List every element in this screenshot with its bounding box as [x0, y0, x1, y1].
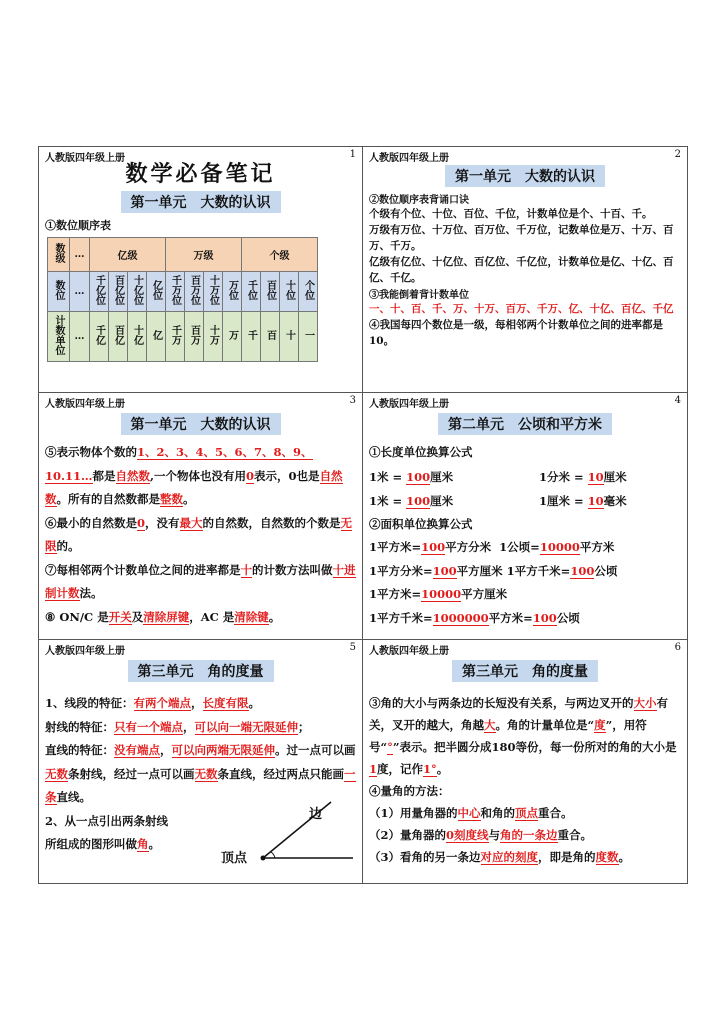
answer: 清除键 — [234, 609, 269, 624]
text: 1平方分米= — [369, 563, 433, 578]
note-card-1 — [39, 147, 363, 393]
answer: 无数 — [194, 766, 218, 781]
row-head: 数级 — [53, 243, 64, 263]
table-cell: 亿 — [150, 330, 162, 340]
row-head: 计数单位 — [53, 315, 64, 355]
mnemonic-line: 亿级有亿位、十亿位、百亿位、千亿位，计数单位是亿、十亿、百亿、千亿。 — [369, 256, 674, 284]
note-card-4 — [363, 393, 687, 640]
table-cell: 千万 — [169, 325, 181, 345]
note-card-6 — [363, 640, 687, 883]
book-title: 人教版四年级上册 — [45, 646, 125, 657]
answer: 0 — [246, 468, 255, 483]
card-header — [39, 640, 362, 657]
table-row — [48, 238, 318, 272]
text: ⑤表示物体个数的 — [45, 445, 137, 459]
text: 公顷 — [556, 610, 580, 625]
length-row — [363, 465, 687, 489]
page-number: 6 — [674, 642, 681, 653]
page-number: 2 — [674, 149, 681, 160]
area-row — [363, 607, 687, 631]
answer: 角的一条边 — [500, 828, 558, 842]
page-number: 1 — [349, 149, 356, 160]
answer: 0刻度线 — [446, 828, 489, 842]
unit-title: 第一单元 大数的认识 — [121, 413, 281, 435]
method-step-3 — [363, 846, 687, 868]
answer: 十进制计数 — [45, 562, 356, 600]
table-cell: 十位 — [283, 280, 295, 300]
text: ③角的大小与两条边的长短没有关系，与两边叉开的 — [369, 696, 634, 710]
table-cell: 千亿 — [93, 325, 105, 345]
note-card-5 — [39, 640, 363, 883]
answer: 一条 — [45, 766, 356, 804]
area-row — [363, 560, 687, 584]
text: 1、线段的特征： — [45, 696, 134, 710]
text: 度，记作 — [377, 762, 424, 776]
text: 。过一点可以画 — [275, 743, 356, 757]
answer: 整数 — [160, 492, 183, 506]
table-cell: 百位 — [264, 280, 276, 300]
text: 公顷 — [594, 563, 618, 578]
answer: 1 — [369, 762, 378, 776]
table-cell: 百万 — [188, 325, 200, 345]
card-header — [363, 640, 687, 657]
angle-arc — [271, 852, 275, 858]
section-title: ①长度单位换算公式 — [369, 445, 473, 459]
text: 。角的计量单位是“ — [495, 718, 595, 732]
answer: 开关 — [108, 609, 132, 624]
text: 1平方千米= — [506, 563, 571, 578]
text: 。 — [248, 696, 261, 710]
paragraph-6 — [39, 512, 362, 559]
text: 平方厘米 — [461, 587, 508, 601]
table-cell: 亿级 — [90, 238, 166, 272]
vertex-dot — [261, 856, 266, 861]
text: ,一个物体也没有用 — [150, 468, 247, 483]
notes-sheet — [38, 146, 688, 884]
table-cell: 百 — [264, 330, 276, 340]
text: 射线的特征： — [45, 719, 114, 734]
card-header — [363, 393, 687, 410]
table-cell: 百万位 — [188, 275, 200, 305]
text: ”，用符号“ — [369, 718, 647, 754]
segment-feature — [39, 692, 362, 716]
answer: 自然数 — [115, 468, 151, 483]
table-cell: 一 — [302, 330, 314, 340]
table-cell: 千位 — [245, 280, 257, 300]
answer: 100 — [570, 563, 595, 578]
answer: 最大 — [179, 515, 203, 530]
table-cell: 十万 — [207, 325, 219, 345]
answer: 100 — [406, 469, 431, 484]
back-recite-line: 一、十、百、千、万、十万、百万、千万、亿、十亿、百亿、千亿 — [369, 303, 674, 315]
paragraph-3 — [363, 692, 687, 780]
text: ，没有 — [145, 515, 180, 530]
table-cell: 万 — [226, 330, 238, 340]
answer: 无数 — [45, 766, 68, 781]
section-title: ②面积单位换算公式 — [369, 516, 473, 531]
unit-title: 第一单元 大数的认识 — [445, 165, 605, 187]
text: 和角的 — [480, 806, 516, 820]
text: ， — [160, 743, 172, 757]
note-card-3 — [39, 393, 363, 640]
answer: 100 — [432, 563, 457, 578]
unit-title: 第一单元 大数的认识 — [121, 191, 281, 213]
section-title: ②数位顺序表背诵口诀 — [369, 195, 469, 206]
answer: 10000 — [539, 540, 580, 554]
method-step-2 — [363, 824, 687, 846]
text: 厘米 — [430, 469, 454, 484]
rate-line: ④我国每四个数位是一级，每相邻两个计数单位之间的进率都是10。 — [369, 319, 663, 347]
table-cell: 十亿位 — [131, 275, 143, 305]
card-header — [363, 147, 687, 164]
table-cell: 千亿位 — [93, 275, 105, 305]
text: 直线。 — [56, 790, 91, 804]
answer: 角 — [137, 837, 149, 851]
answer: 1000000 — [432, 610, 489, 625]
text: 1厘米 = — [539, 493, 588, 508]
table-cell: 十万位 — [207, 275, 219, 305]
book-title: 人教版四年级上册 — [369, 153, 449, 164]
text: 平方厘米 — [456, 563, 503, 578]
text: 平方米= — [488, 610, 533, 625]
text: 法。 — [79, 586, 103, 600]
text: （3）看角的另一条边 — [369, 850, 481, 864]
text: ⑧ ON/C 是 — [45, 609, 109, 624]
text: 。 — [436, 762, 449, 776]
answer: 中心 — [457, 806, 481, 820]
answer: 度 — [594, 718, 606, 732]
text: 1平方米= — [369, 540, 422, 554]
answer: 10000 — [421, 587, 462, 601]
text: ， — [183, 719, 195, 734]
angle-definition: 2、从一点引出两条射线 — [45, 813, 169, 828]
text: 与 — [488, 828, 501, 842]
text: 。 — [268, 609, 281, 624]
answer: 可以向两端无限延伸 — [171, 743, 275, 757]
text: 的自然数，自然数的个数是 — [202, 515, 341, 530]
text: 所组成的图形叫做 — [45, 837, 137, 851]
text: 。 — [183, 492, 195, 506]
answer: 0 — [137, 515, 146, 530]
text: 1米 = — [369, 493, 407, 508]
place-value-table — [47, 237, 318, 362]
answer: 度数 — [595, 850, 619, 864]
text: 条射线，经过一点可以画 — [68, 766, 195, 781]
answer: 100 — [532, 610, 557, 625]
table-cell: 个级 — [242, 238, 318, 272]
text: 1平方米= — [369, 587, 422, 601]
text: ”表示。把半圆分成180等份，每一份所对的角的大小是 — [392, 740, 677, 754]
text: 平方分米 — [445, 540, 492, 554]
text: 条直线，经过两点只能画 — [217, 766, 344, 781]
text: 及 — [131, 609, 144, 624]
edge-label: 边 — [309, 807, 323, 822]
table-cell: … — [70, 238, 90, 272]
text: （1）用量角器的 — [369, 806, 458, 820]
table-cell: … — [70, 272, 90, 312]
text: 1米 = — [369, 469, 407, 484]
text: ，即是角的 — [538, 850, 596, 864]
answer: 顶点 — [515, 806, 539, 820]
table-cell: 百亿位 — [112, 275, 124, 305]
area-row — [363, 536, 687, 560]
text: 厘米 — [430, 493, 454, 508]
text: ； — [298, 719, 310, 734]
table-cell: 百亿 — [112, 325, 124, 345]
text: 毫米 — [603, 493, 627, 508]
text: 平方米 — [579, 540, 615, 554]
main-title: 数学必备笔记 — [125, 161, 276, 187]
text: 直线的特征： — [45, 743, 114, 757]
method-step-1 — [363, 802, 687, 824]
text: 1公顷= — [499, 540, 540, 554]
card-header — [39, 393, 362, 410]
vertex-label: 顶点 — [221, 851, 248, 866]
text: 厘米 — [603, 469, 627, 484]
answer: 有两个端点 — [133, 696, 192, 710]
answer: 100 — [406, 493, 431, 508]
answer: 长度有限 — [202, 696, 249, 710]
section-title: ④量角的方法： — [369, 784, 450, 798]
unit-title: 第三单元 角的度量 — [452, 660, 598, 682]
answer: ° — [387, 740, 393, 754]
answer: 1° — [423, 762, 437, 776]
table-row — [48, 272, 318, 312]
table-cell: 个位 — [302, 280, 314, 300]
text: 。所有的自然数都是 — [56, 492, 160, 506]
table-cell: 千万位 — [169, 275, 181, 305]
text: ，AC 是 — [189, 609, 235, 624]
table-cell: 万级 — [166, 238, 242, 272]
text: 重合。 — [538, 806, 573, 820]
paragraph-8 — [39, 606, 362, 630]
text: 。 — [148, 837, 160, 851]
mnemonic-line: 万级有万位、十万位、百万位、千万位，记数单位是万、十万、百万、千万。 — [369, 224, 674, 252]
section-title: ③我能倒着背计数单位 — [369, 290, 469, 301]
note-card-2 — [363, 147, 687, 393]
answer: 清除屏键 — [143, 609, 190, 624]
answer: 没有端点 — [114, 743, 160, 757]
unit-title: 第三单元 角的度量 — [128, 660, 274, 682]
answer: 10 — [587, 493, 604, 508]
row-head: 数位 — [53, 280, 64, 300]
table-cell: 十 — [283, 330, 295, 340]
text: 的计数方法叫做 — [252, 562, 333, 577]
table-row — [48, 312, 318, 362]
text: 1平方千米= — [369, 610, 433, 625]
book-title: 人教版四年级上册 — [45, 153, 125, 164]
unit-title: 第二单元 公顷和平方米 — [438, 413, 612, 435]
text: ⑥最小的自然数是 — [45, 515, 137, 530]
table-cell: … — [70, 312, 90, 362]
text: 都是 — [92, 468, 116, 483]
text: 的。 — [56, 539, 80, 553]
text: ⑦每相邻两个计数单位之间的进率都是 — [45, 562, 241, 577]
text: 。 — [618, 850, 631, 864]
mnemonic-line: 个级有个位、十位、百位、千位，计数单位是个、十百、千。 — [369, 208, 653, 220]
answer: 可以向一端无限延伸 — [194, 719, 298, 734]
answer: 对应的刻度 — [480, 850, 539, 864]
card-header — [39, 147, 362, 164]
table-cell: 亿位 — [150, 280, 162, 300]
text: 表示，0也是 — [254, 468, 320, 483]
text: 重合。 — [557, 828, 593, 842]
answer: 大 — [484, 718, 496, 732]
ray-feature — [39, 716, 362, 740]
book-title: 人教版四年级上册 — [45, 399, 125, 410]
page-number: 5 — [349, 642, 356, 653]
answer: 只有一个端点 — [114, 719, 183, 734]
length-row — [363, 489, 687, 513]
answer: 100 — [421, 540, 446, 554]
answer: 1、2、3、4、5、6、7、8、9、10.11… — [45, 445, 313, 483]
paragraph-5 — [39, 441, 362, 512]
answer: 自然数 — [45, 468, 343, 506]
book-title: 人教版四年级上册 — [369, 646, 449, 657]
answer: 无限 — [45, 515, 353, 553]
paragraph-7 — [39, 559, 362, 606]
section-title: ①数位顺序表 — [45, 219, 111, 232]
table-cell: 万位 — [226, 280, 238, 300]
book-title: 人教版四年级上册 — [369, 399, 449, 410]
text: 1分米 = — [539, 469, 588, 484]
text: （2）量角器的 — [369, 828, 447, 842]
answer: 大小 — [633, 696, 657, 710]
text: ， — [191, 696, 203, 710]
table-cell: 十亿 — [131, 325, 143, 345]
answer: 10 — [587, 469, 604, 484]
text: 有关，叉开的越大，角越 — [369, 696, 668, 732]
page-number: 4 — [674, 395, 681, 406]
answer: 十 — [240, 562, 252, 577]
area-row — [363, 583, 687, 607]
page-number: 3 — [349, 395, 356, 406]
table-cell: 千 — [245, 330, 257, 340]
